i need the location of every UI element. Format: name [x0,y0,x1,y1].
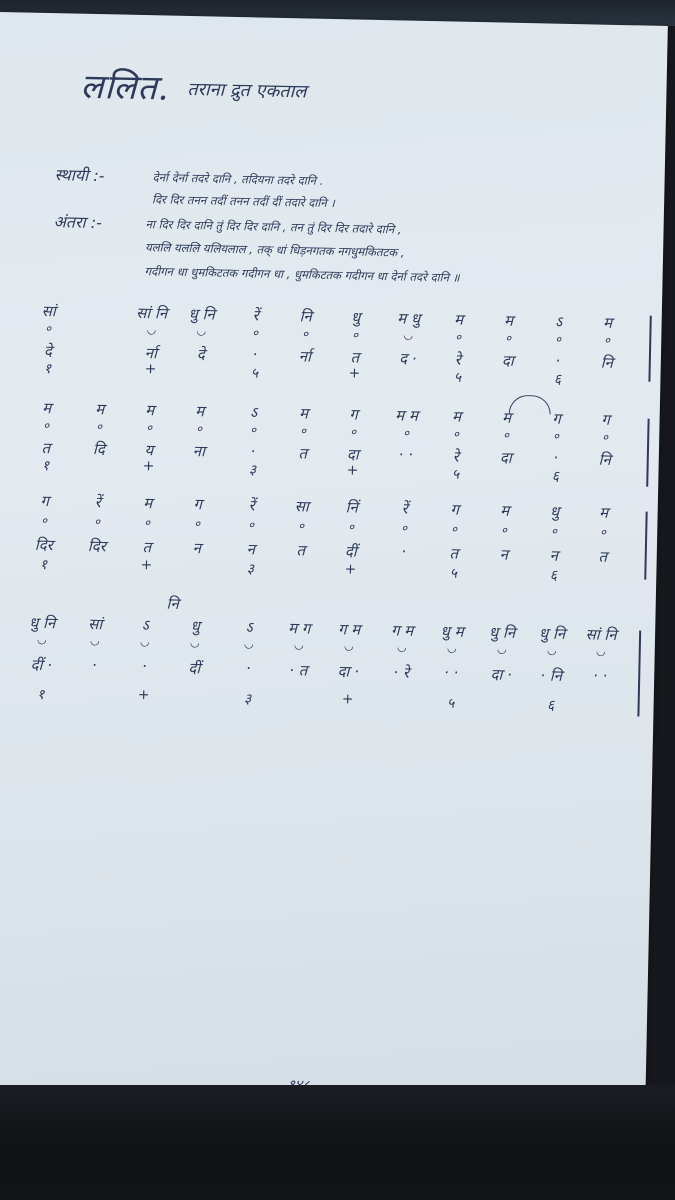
octave-mark: ० [352,328,359,342]
taal-marker: + [344,561,357,578]
bol-syllable: · रे [393,663,410,682]
taal-marker: ३ [243,691,252,708]
bol-syllable: द · [398,349,417,368]
octave-mark: ◡ [196,324,206,338]
swar-note: ग [601,410,610,429]
taal-marker: ५ [446,695,455,712]
composition-type: तराना द्रुत एकताल [187,78,307,103]
bol-syllable: य [144,441,154,460]
taal-marker [382,562,426,563]
swar-note: रें [252,306,259,325]
taal-marker [276,690,320,691]
taal-marker: ५ [453,369,462,386]
bol-syllable: दीं · [30,655,53,675]
swar-note: ऽ [249,403,258,422]
octave-mark: ० [551,524,558,538]
swar-note: म [143,494,153,513]
octave-mark: ० [41,513,48,528]
swar-note: म [453,310,464,329]
upper-note: नि [166,594,179,613]
octave-mark: ० [602,430,609,444]
swar-note: धु [549,502,560,521]
swar-note: धु नि [188,305,216,324]
bol-syllable: · · [398,445,414,464]
bol-syllable: रे [452,447,460,466]
swar-note: ग [552,409,562,428]
taal-marker: ६ [546,697,555,714]
bol-syllable: · त [289,661,308,680]
bol-syllable: · नि [540,666,563,685]
octave-mark: ० [45,322,52,336]
raag-name: ललित [80,66,159,109]
bol-syllable: त [296,541,306,560]
swar-note: ग म [337,620,361,639]
bol-syllable: · [245,659,251,678]
swar-note: म [95,400,105,419]
swar-note: म [503,311,514,330]
bol-syllable: त [41,438,51,458]
bol-syllable: दा [501,351,514,370]
swar-note: सां नि [136,303,168,323]
swar-note: ग [349,405,359,424]
slur-mark [509,395,551,415]
octave-mark: ० [144,516,151,530]
antara-line-2: यललि यललि यलियलाल , तक् धां धिड़नगतक नगधुमकितटक , [144,240,405,260]
taal-marker: ६ [551,468,560,485]
sthayi-label: स्थायी :- [54,165,105,186]
bol-syllable: नि [600,353,614,372]
taal-marker: ३ [246,561,255,578]
bol-syllable: दीं [188,659,201,678]
octave-mark: ० [350,425,357,439]
bol-syllable: त [598,547,608,566]
taal-marker: १ [39,556,48,574]
swar-note: म म [395,406,419,425]
octave-mark: ० [451,522,458,536]
bol-syllable: दे [196,345,206,364]
bol-syllable: न [246,540,256,559]
octave-mark: ० [252,326,259,340]
bol-syllable: · [250,442,256,461]
swar-note: ऽ [245,618,253,637]
octave-mark: ० [604,333,611,347]
swar-note: म [194,402,205,421]
bol-syllable: · [555,351,561,370]
swar-note: रें [401,499,408,518]
swar-note: ग [193,495,203,514]
taal-marker: + [144,361,157,378]
taal-marker: १ [41,457,50,475]
taal-marker: ६ [553,371,562,388]
swar-note: ग [40,491,50,511]
octave-mark: ◡ [547,643,557,657]
octave-mark: ० [96,420,103,434]
bol-syllable: दीं [344,542,357,561]
octave-mark: ० [555,332,562,346]
octave-mark: ० [505,331,512,345]
bol-syllable: ना [192,442,206,461]
page-title: ललित. $^{तराना द्रुत एकताल}$ [80,66,307,109]
barline-1 [648,316,651,382]
background-bottom [0,1085,675,1200]
swar-note: ऽ [141,616,149,635]
bol-syllable: त [350,348,360,367]
octave-mark: ◡ [37,632,47,647]
swar-note: म ग [287,619,311,638]
bol-syllable: दा · [337,662,360,681]
bol-syllable: र्ना [298,347,312,366]
swar-note: म [42,398,52,418]
taal-marker [379,692,423,693]
taal-marker: ५ [451,466,460,483]
swar-note: ऽ [554,312,563,331]
bol-syllable: · [401,542,407,561]
bol-syllable: त [142,538,152,557]
swar-note: ग [450,500,460,519]
bol-syllable: नि [598,450,612,469]
swar-note: म [501,408,512,427]
bol-syllable [79,342,123,343]
bol-syllable: न [499,545,509,564]
bol-syllable: · [553,448,559,467]
octave-mark: ० [43,419,50,433]
bol-syllable: · [141,657,147,676]
bol-syllable: · [91,656,97,675]
octave-mark: ० [455,330,462,344]
swar-note: सां [41,301,56,321]
taal-marker: १ [43,360,52,378]
octave-mark: ० [501,523,508,537]
taal-marker [79,360,123,361]
bol-syllable: रे [454,350,462,369]
octave-mark: ० [194,517,201,531]
sthayi-line-1: देर्ना देर्ना तदरे दानि , तदियना तदरे दानि . [152,170,324,188]
swar-note: धु [350,308,361,327]
swar-note: म [602,313,613,332]
octave-mark: ० [300,424,307,438]
octave-mark: ◡ [90,634,100,648]
octave-mark: ० [94,515,101,529]
taal-marker: + [137,687,150,704]
bol-syllable: त [298,444,308,463]
taal-marker: + [348,365,361,382]
bol-syllable: दा · [490,665,513,684]
swar-note: म [298,404,309,423]
octave-mark: ० [298,519,305,533]
swar-note: ग म [390,621,414,640]
octave-mark: ० [250,423,257,437]
bol-syllable: · · [592,666,608,685]
barline-2 [646,419,649,487]
notebook-page [0,12,668,1116]
octave-mark: ० [503,428,510,442]
bol-syllable: दा [346,445,359,464]
taal-marker: + [140,557,153,574]
barline-3 [644,512,647,580]
swar-note: म [499,501,510,520]
taal-marker [72,686,116,687]
taal-marker [172,688,216,689]
swar-note: म [598,503,609,522]
taal-marker: १ [36,686,45,704]
bol-syllable: दे [43,341,53,361]
bol-syllable: दि [92,440,105,459]
taal-marker: ६ [549,567,558,584]
swar-note: सां [87,614,103,634]
bol-syllable: दा [499,448,512,467]
octave-mark: ◡ [596,644,606,658]
swar-note: म [451,407,462,426]
octave-mark: ◡ [190,636,200,650]
octave-mark: ० [600,525,607,539]
octave-mark: ० [453,427,460,441]
swar-note: धु [190,617,200,636]
antara-line-1: ना दिर दिर दानि तुं दिर दिर दानि , तन तुं दिर दिर तदारे दानि , [145,217,402,237]
taal-marker: ३ [248,462,257,479]
sthayi-line-2: दिर दिर तनन तदीं तनन तदीं दीं तदारे दानि । [151,192,335,211]
octave-mark: ◡ [447,641,457,655]
swar-note: नि [299,307,312,326]
swar-note: सा [294,497,309,516]
octave-mark: ० [553,429,560,443]
octave-mark: ० [403,426,410,440]
swar-note: रें [248,496,255,515]
octave-mark: ◡ [147,323,156,337]
octave-mark: ० [401,521,408,535]
bol-syllable: न [192,539,202,558]
bol-syllable: त [449,544,459,563]
swar-note: धु नि [538,624,566,643]
bol-syllable: · · [443,663,459,682]
swar-note: म धु [396,309,421,328]
octave-mark: ◡ [294,638,304,652]
octave-mark: ० [348,520,355,534]
swar-note [80,302,124,303]
octave-mark: ० [146,421,153,435]
octave-mark: ० [302,327,309,341]
barline-4 [637,631,641,717]
octave-mark: ◡ [397,640,407,654]
bol-syllable: दिर [87,536,107,556]
octave-mark: ० [248,518,255,532]
octave-mark: ◡ [244,637,254,651]
swar-note: म [145,401,155,420]
swar-note: धु नि [28,613,56,633]
octave-mark: ◡ [344,639,354,653]
octave-mark: ◡ [497,642,507,656]
taal-marker: ५ [250,365,259,382]
swar-note: धु म [440,622,464,641]
antara-line-3: गदीगन धा धुमकिटतक गदीगन धा , धुमकिटतक गदीगन धा देर्ना तदरे दानि ॥ [144,264,460,285]
taal-marker: + [346,462,359,479]
octave-mark: ◡ [403,328,413,342]
antara-label: अंतरा :- [53,212,103,233]
octave-mark: ० [196,422,203,436]
swar-note: सां नि [585,625,617,645]
taal-marker [479,694,523,695]
taal-marker: + [341,691,354,708]
swar-note: निं [345,498,358,517]
swar-note: रें [94,493,102,512]
bol-syllable: दिर [34,535,54,555]
taal-marker [578,696,622,697]
bol-syllable: · [252,345,258,364]
bol-syllable: र्ना [144,344,158,363]
taal-marker: + [142,458,155,475]
bol-syllable: न [549,546,559,565]
swar-note: धु नि [488,623,516,642]
taal-marker: ५ [449,565,458,582]
octave-mark: ◡ [140,635,150,649]
